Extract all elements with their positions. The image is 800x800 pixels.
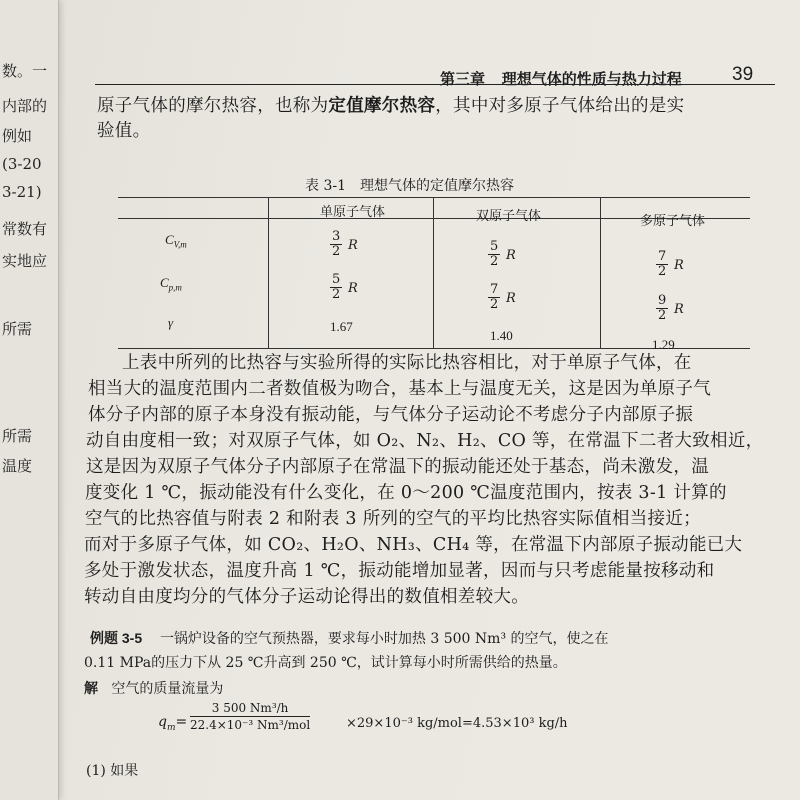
gas-constant-symbol: R (506, 248, 516, 263)
col-header-polyatomic: 多原子气体 (640, 213, 706, 228)
fraction-denominator: 2 (490, 297, 499, 312)
equation-symbol: q (158, 714, 167, 730)
margin-fragment: 温度 (2, 457, 33, 475)
fraction-numerator: 7 (490, 282, 499, 297)
body-line: 多处于激发状态，温度升高 1 ℃，振动能增加显著，因而与只考虑能量按移动和 (84, 561, 715, 581)
intro-line-2: 验值。 (97, 121, 151, 141)
fraction-denominator: 2 (332, 244, 341, 259)
chapter-title: 理想气体的性质与热力过程 (501, 71, 682, 88)
example-line-1 (90, 628, 609, 648)
body-line: 转动自由度均分的气体分子运动论得出的数值相差较大。 (84, 587, 529, 607)
intro-text: 原子气体的摩尔热容，也称为 (97, 96, 329, 116)
body-line: 动自由度相一致；对双原子气体，如 O₂、N₂、H₂、CO 等，在常温下二者大致相近， (86, 431, 764, 451)
chapter-label: 第三章 (440, 71, 486, 88)
header-rule (95, 84, 775, 85)
gas-constant-symbol: R (348, 281, 358, 296)
body-line: 这是因为双原子气体分子内部原子在常温下的振动能还处于基态，尚未激发，温 (86, 457, 709, 477)
body-line: 上表中所列的比热容与实验所得的实际比热容相比，对于单原子气体，在 (122, 353, 692, 373)
table-top-rule (118, 197, 750, 198)
fraction-denominator: 2 (658, 308, 667, 323)
body-line: 相当大的温度范围内二者数值极为吻合，基本上与温度无关，这是因为单原子气 (88, 379, 711, 399)
equation-numerator: 3 500 Nm³/h (190, 700, 310, 717)
row-label-cv (165, 232, 187, 250)
gas-constant-symbol: R (348, 238, 358, 253)
fraction-numerator: 9 (658, 293, 667, 308)
row-label-cp (160, 275, 182, 293)
fraction-numerator: 5 (332, 272, 341, 287)
table-col-rule (433, 197, 434, 348)
solution-label: 解 (84, 680, 98, 696)
margin-fragment: 3-21) (2, 183, 42, 201)
solution-text: 空气的质量流量为 (111, 681, 224, 697)
fraction-denominator: 2 (332, 287, 341, 302)
body-line: 空气的比热容值与附表 2 和附表 3 所列的空气的平均比热容实际值相当接近； (85, 509, 701, 529)
col-header-diatomic: 双原子气体 (476, 208, 542, 223)
body-line: 度变化 1 ℃，振动能没有什么变化，在 0～200 ℃温度范围内，按表 3-1 计算的 (85, 483, 727, 503)
row-label-symbol: C (160, 275, 169, 290)
margin-fragment: 数。一 (2, 62, 48, 80)
cv-diatomic-fraction (488, 240, 500, 269)
equation-subscript: m (166, 722, 176, 733)
margin-fragment: 常数有 (2, 220, 48, 238)
solution-line (84, 678, 223, 698)
row-label-gamma: γ (168, 315, 174, 330)
equals-sign: = (175, 714, 188, 730)
fraction-numerator: 5 (490, 239, 499, 254)
table-caption: 表 3-1 理想气体的定值摩尔热容 (305, 178, 514, 194)
intro-bold-term: 定值摩尔热容 (328, 95, 436, 115)
row-label-symbol: C (165, 232, 174, 247)
row-label-subscript: p,m (168, 282, 182, 293)
mass-flow-fraction (190, 700, 310, 733)
example-line-2: 0.11 MPa的压力下从 25 ℃升高到 250 ℃，试计算每小时所需供给的热量。 (84, 655, 567, 671)
cp-monatomic-fraction (330, 273, 342, 302)
col-header-monatomic: 单原子气体 (320, 204, 386, 219)
cut-off-line: (1) 如果 (86, 763, 139, 779)
equation-lhs (158, 714, 187, 733)
gamma-polyatomic: 1.29 (652, 337, 675, 352)
example-label: 例题 3-5 (90, 630, 143, 646)
cv-polyatomic-fraction (656, 250, 668, 279)
gamma-monatomic: 1.67 (330, 319, 353, 334)
row-label-subscript: V,m (173, 239, 187, 250)
gas-constant-symbol: R (674, 258, 684, 273)
cv-monatomic-fraction (330, 230, 342, 259)
gas-constant-symbol: R (506, 291, 516, 306)
table-col-rule (600, 197, 601, 348)
example-text: 一锅炉设备的空气预热器，要求每小时加热 3 500 Nm³ 的空气，使之在 (159, 631, 609, 647)
fraction-numerator: 7 (658, 249, 667, 264)
margin-fragment: 内部的 (2, 97, 48, 115)
cp-diatomic-fraction (488, 283, 500, 312)
body-line: 体分子内部的原子本身没有振动能，与气体分子运动论不考虑分子内部原子振 (88, 405, 694, 425)
gamma-diatomic: 1.40 (490, 328, 513, 343)
page-number: 39 (732, 64, 754, 85)
equation-rest: ×29×10⁻³ kg/mol=4.53×10³ kg/h (346, 716, 568, 731)
margin-fragment: 所需 (2, 320, 33, 338)
margin-fragment: 所需 (2, 427, 33, 445)
margin-fragment: 例如 (2, 127, 33, 145)
previous-page-edge (0, 0, 59, 800)
margin-fragment: (3-20 (2, 155, 42, 173)
equation-denominator: 22.4×10⁻³ Nm³/mol (190, 718, 311, 732)
body-line: 而对于多原子气体，如 CO₂、H₂O、NH₃、CH₄ 等，在常温下内部原子振动能已大 (84, 535, 743, 555)
running-header (440, 64, 754, 89)
fraction-numerator: 3 (332, 229, 341, 244)
margin-fragment: 实地应 (2, 252, 48, 270)
cp-polyatomic-fraction (656, 294, 668, 323)
table-col-rule (268, 197, 269, 348)
gas-constant-symbol: R (674, 302, 684, 317)
fraction-denominator: 2 (490, 254, 499, 269)
intro-text: ，其中对多原子气体给出的是实 (435, 96, 685, 116)
fraction-denominator: 2 (658, 264, 667, 279)
intro-line-1 (97, 92, 684, 119)
